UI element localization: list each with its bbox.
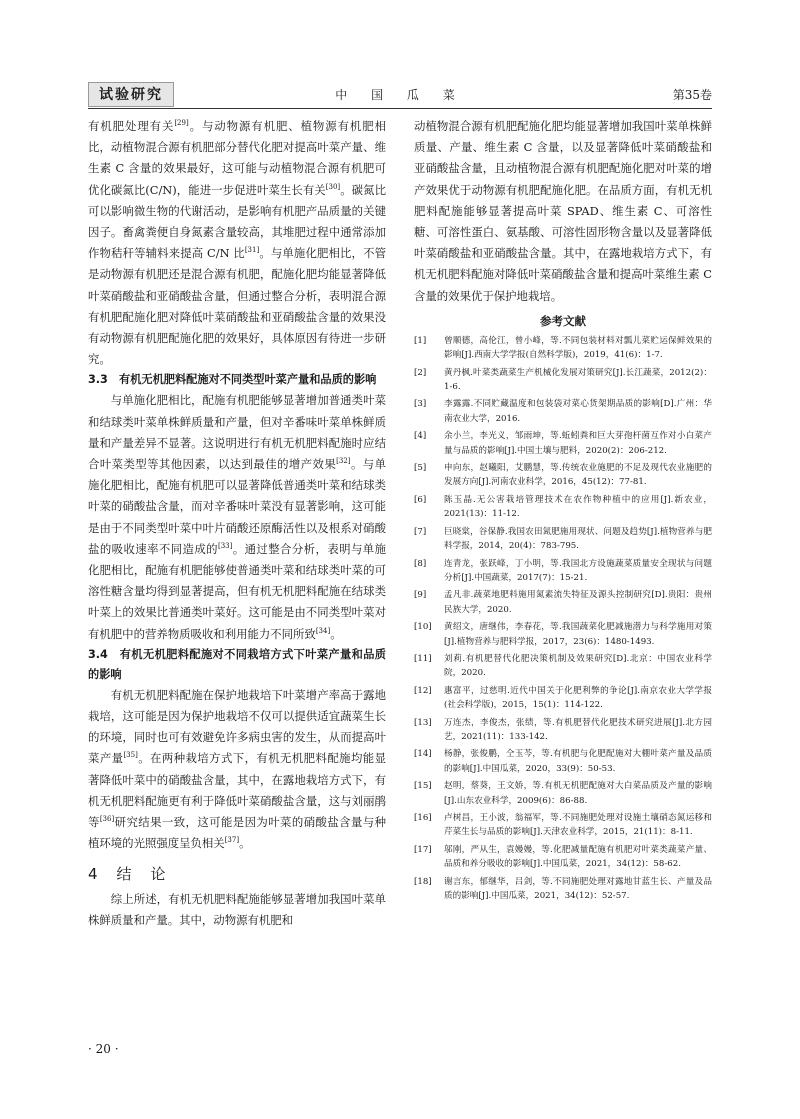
reference-text: 卢树昌，王小波，翁福军，等.不同施肥处理对设施土壤硝态氮运移和芹菜生长与品质的影响[J].天津农业科学，2015，21(11)：8-11. <box>444 813 712 838</box>
reference-item <box>414 397 712 426</box>
reference-text: 李露露.不同贮藏温度和包装袋对菜心货架期品质的影响[D].广州：华南农业大学，2016. <box>444 399 712 424</box>
paragraph-3-4: 有机无机肥料配施在保护地栽培下叶菜增产率高于露地栽培，这可能是因为保护地栽培不仅可以提供适宜蔬菜生长的环境，同时也可有效避免许多病虫害的发生，从而提高叶菜产量[35]。在两种栽培方式下，有机无机肥料配施均能显著降低叶菜中的硝酸盐含量，其中，在露地栽培方式下，有机无机肥料配施更有利于降低叶菜硝酸盐含量，这与刘丽鹃等[36]研究结果一致，这可能是因为叶菜的硝酸盐含量与种植环境的光照强度呈负相关[37]。 <box>88 687 386 851</box>
reference-number: [9] <box>414 590 427 601</box>
reference-item <box>414 366 712 395</box>
paragraph-conclusion-continued: 动植物混合源有机肥配施化肥均能显著增加我国叶菜单株鲜质量、产量、维生素 C 含量，以及显著降低叶菜硝酸盐和亚硝酸盐含量，且动植物混合源有机肥配施化肥对叶菜的增产效果优于动物源有机肥配施化肥。在品质方面，有机无机肥料配施能够显著提高叶菜 SPAD、维生素 C、可溶性糖、可溶性蛋白、氨基酸、可溶性固形物含量以及显著降低叶菜硝酸盐和亚硝酸盐含量。其中，在露地栽培方式下，有机无机肥料配施对降低叶菜硝酸盐含量和提高叶菜维生素 C 含量的效果优于保护地栽培。 <box>414 119 712 303</box>
reference-text: 杨静，张俊鹏，仝玉芩，等.有机肥与化肥配施对大棚叶菜产量及品质的影响[J].中国瓜菜，2020，33(9)：50-53. <box>444 749 712 774</box>
reference-text: 谢言东，郁继华，吕剑，等.不同施肥处理对露地甘蓝生长、产量及品质的影响[J].中国瓜菜，2021，34(12)：52-57. <box>444 876 712 902</box>
reference-number: [17] <box>414 844 432 855</box>
reference-text: 刘莉.有机肥替代化肥决策机制及效果研究[D].北京：中国农业科学院，2020. <box>444 653 712 679</box>
reference-item <box>414 461 712 490</box>
reference-number: [16] <box>414 813 432 824</box>
reference-number: [2] <box>414 367 427 378</box>
reference-item <box>414 429 712 458</box>
references-title: 参考文献 <box>540 313 586 328</box>
citation: [32] <box>336 457 351 466</box>
reference-item <box>414 684 712 713</box>
paragraph-conclusion: 综上所述，有机无机肥料配施能够显著增加我国叶菜单株鲜质量和产量。其中，动物源有机肥和 <box>88 891 386 927</box>
citation: [31] <box>244 246 260 255</box>
running-header <box>88 84 712 109</box>
reference-number: [13] <box>414 717 432 728</box>
reference-text: 万连杰，李俊杰，张绩，等.有机肥替代化肥技术研究进展[J].北方园艺，2021(11)：133-142. <box>444 717 712 742</box>
reference-item <box>414 652 712 681</box>
citation: [34] <box>315 626 331 635</box>
journal-name: 中 国 瓜 菜 <box>335 88 465 102</box>
reference-text: 申向东，赵曦阳，艾鹏慧，等.传统农业施肥的不足及现代农业施肥的发展方向[J].河南农业科学，2016，45(12)：77-81. <box>444 463 712 488</box>
section-label: 试验研究 <box>88 82 174 107</box>
reference-item <box>414 843 712 872</box>
reference-item <box>414 811 712 840</box>
citation: [35] <box>123 751 138 760</box>
reference-item <box>414 747 712 776</box>
citation: [36] <box>99 815 115 824</box>
reference-number: [8] <box>414 558 427 569</box>
reference-text: 赵明，蔡葵，王文娇，等.有机无机肥配施对大白菜品质及产量的影响[J].山东农业科学，2009(6)：86-88. <box>444 781 712 806</box>
reference-number: [18] <box>414 876 432 887</box>
heading-conclusion: 4 结 论 <box>88 864 168 883</box>
left-column <box>88 116 386 931</box>
citation: [29] <box>174 119 189 128</box>
reference-item <box>414 779 712 808</box>
reference-text: 孟凡非.蔬菜地肥料施用氮素流失特征及源头控制研究[D].贵阳：贵州民族大学，2020. <box>444 590 712 615</box>
reference-item <box>414 493 712 522</box>
reference-item <box>414 525 712 554</box>
reference-text: 邬刚，严从生，袁嫚嫚，等.化肥减量配施有机肥对叶菜类蔬菜产量、品质和养分吸收的影响[J].中国瓜菜，2021，34(12)：58-62. <box>444 844 712 870</box>
reference-number: [12] <box>414 685 432 696</box>
right-column <box>414 116 712 906</box>
reference-item <box>414 875 712 904</box>
reference-number: [11] <box>414 653 432 664</box>
reference-item <box>414 334 712 363</box>
citation: [30] <box>325 182 341 191</box>
reference-item <box>414 620 712 649</box>
reference-text: 黄绍文，唐继伟，李春花，等.我国蔬菜化肥减施潜力与科学施用对策[J].植物营养与肥料学报，2017，23(6)：1480-1493. <box>444 622 712 647</box>
reference-number: [1] <box>414 335 427 346</box>
reference-item <box>414 557 712 586</box>
reference-text: 连青龙，张跃峰，丁小明，等.我国北方设施蔬菜质量安全现状与问题分析[J].中国蔬菜，2017(7)：15-21. <box>444 558 712 583</box>
reference-number: [15] <box>414 781 432 792</box>
reference-item <box>414 716 712 745</box>
reference-text: 余小兰，李光义，邹雨坤，等.蚯蚓粪和巨大芽孢杆菌互作对小白菜产量与品质的影响[J].中国土壤与肥料，2020(2)：206-212. <box>444 431 712 456</box>
reference-text: 惠富平，过慈明.近代中国关于化肥利弊的争论[J].南京农业大学学报(社会科学版)，2015，15(1)：114-122. <box>444 685 712 711</box>
page-number: · 20 · <box>88 1042 119 1056</box>
reference-text: 陈玉晶.无公害栽培管理技术在农作物种植中的应用[J].新农业，2021(13)：11-12. <box>444 494 712 520</box>
reference-number: [3] <box>414 399 427 410</box>
reference-number: [6] <box>414 494 427 505</box>
reference-number: [7] <box>414 526 427 537</box>
paragraph-continued: 有机肥处理有关[29]。与动物源有机肥、植物源有机肥相比，动植物混合源有机肥部分替代化肥对提高叶菜产量、维生素 C 含量的效果最好，这可能与动植物混合源有机肥可优化碳氮比(C/N)，能进一步促进叶菜生长有关[30]。碳氮比可以影响微生物的代谢活动，是影响有机肥产品质量的关键因子。畜禽粪便自身氮素含量较高，其堆肥过程中通常添加作物秸秆等辅料来提高 C/N 比[31]。与单施化肥相比，不管是动物源有机肥还是混合源有机肥，配施化肥均能显著降低叶菜硝酸盐和亚硝酸盐含量，但通过整合分析，表明混合源有机肥配施化肥对降低叶菜硝酸盐和亚硝酸盐含量的效果没有动物源有机肥配施化肥的效果好，具体原因有待进一步研究。 <box>88 119 386 367</box>
citation: [37] <box>224 836 240 845</box>
reference-number: [4] <box>414 431 427 442</box>
references-list <box>414 334 712 904</box>
heading-3-3: 3.3 有机无机肥料配施对不同类型叶菜产量和品质的影响 <box>88 373 377 387</box>
reference-number: [10] <box>414 622 432 633</box>
paragraph-3-3: 与单施化肥相比，配施有机肥能够显著增加普通类叶菜和结球类叶菜单株鲜质量和产量，但对辛番味叶菜单株鲜质量和产量差异不显著。这说明进行有机无机肥料配施时应结合叶菜类型等其他因素，以达到最佳的增产效果[32]。与单施化肥相比，配施有机肥可以显著降低普通类叶菜和结球类叶菜的硝酸盐含量，而对辛番味叶菜没有显著影响，这可能是由于不同类型叶菜中叶片硝酸还原酶活性以及根系对硝酸盐的吸收速率不同造成的[33]。通过整合分析，表明与单施化肥相比，配施有机肥能够使普通类叶菜和结球类叶菜的可溶性糖含量均得到显著提高，但有机无机肥料配施在结球类叶菜上的效果比普通类叶菜好。这可能是由不同类型叶菜对有机肥中的营养物质吸收和利用能力不同所致[34]。 <box>88 393 386 641</box>
heading-3-4: 3.4 有机无机肥料配施对不同栽培方式下叶菜产量和品质的影响 <box>88 647 386 681</box>
reference-number: [14] <box>414 749 432 760</box>
reference-text: 黄丹枫.叶菜类蔬菜生产机械化发展对策研究[J].长江蔬菜，2012(2)：1-6. <box>444 367 712 393</box>
reference-number: [5] <box>414 463 427 474</box>
citation: [33] <box>217 542 233 551</box>
reference-text: 曾顺德，高伦江，曾小峰，等.不同包装材料对瓢儿菜贮运保鲜效果的影响[J].西南大学学报(自然科学版)，2019，41(6)：1-7. <box>444 335 712 361</box>
volume-label: 第35卷 <box>672 88 712 102</box>
reference-item <box>414 588 712 617</box>
reference-text: 巨晓棠，谷保静.我国农田氮肥施用现状、问题及趋势[J].植物营养与肥料学报，2014，20(4)：783-795. <box>444 526 712 552</box>
